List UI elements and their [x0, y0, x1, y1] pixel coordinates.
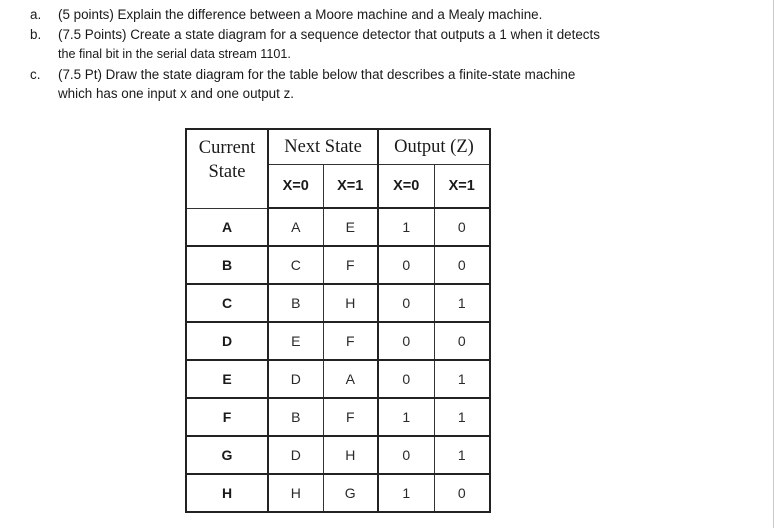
next-state-x1-cell: A: [323, 360, 378, 398]
output-x1-cell: 0: [434, 246, 490, 284]
subheader-next-x1: X=1: [323, 165, 378, 209]
next-state-x0-cell: A: [268, 208, 323, 246]
output-x0-cell: 0: [378, 436, 434, 474]
output-x1-cell: 0: [434, 208, 490, 246]
next-state-x0-cell: E: [268, 322, 323, 360]
header-next-state: Next State: [268, 129, 378, 165]
output-x0-cell: 0: [378, 322, 434, 360]
table-row: [186, 208, 490, 246]
next-state-x1-cell: H: [323, 436, 378, 474]
question-list: [30, 5, 730, 104]
question-a: [30, 5, 730, 25]
question-b-line-2: the final bit in the serial data stream 1101.: [58, 47, 291, 61]
table-header-row: [186, 129, 490, 165]
question-c-text: [58, 65, 730, 104]
output-x1-cell: 1: [434, 398, 490, 436]
next-state-x1-cell: G: [323, 474, 378, 512]
question-c: [30, 65, 730, 104]
output-x0-cell: 0: [378, 284, 434, 322]
subheader-output-x0: X=0: [378, 165, 434, 209]
table-row: [186, 284, 490, 322]
next-state-x0-cell: D: [268, 436, 323, 474]
next-state-x1-cell: F: [323, 322, 378, 360]
question-c-line-1: (7.5 Pt) Draw the state diagram for the table below that describes a finite-state machine: [58, 66, 576, 82]
table-row: [186, 322, 490, 360]
output-x1-cell: 1: [434, 284, 490, 322]
next-state-x1-cell: F: [323, 398, 378, 436]
subheader-output-x1: X=1: [434, 165, 490, 209]
state-cell: H: [186, 474, 268, 512]
state-cell: A: [186, 208, 268, 246]
question-a-text: [58, 5, 730, 25]
output-x0-cell: 1: [378, 474, 434, 512]
next-state-x0-cell: C: [268, 246, 323, 284]
output-x1-cell: 1: [434, 360, 490, 398]
output-x0-cell: 0: [378, 360, 434, 398]
state-cell: E: [186, 360, 268, 398]
output-x0-cell: 1: [378, 398, 434, 436]
header-state-label: State: [208, 162, 246, 182]
state-table-container: [185, 128, 491, 513]
next-state-x1-cell: E: [323, 208, 378, 246]
question-b: [30, 25, 730, 65]
question-a-line-1: (5 points) Explain the difference between a Moore machine and a Mealy machine.: [58, 7, 543, 22]
header-output: Output (Z): [378, 129, 490, 165]
next-state-x1-cell: H: [323, 284, 378, 322]
next-state-x1-cell: F: [323, 246, 378, 284]
table-row: [186, 246, 490, 284]
output-x0-cell: 1: [378, 208, 434, 246]
next-state-x0-cell: D: [268, 360, 323, 398]
state-cell: F: [186, 398, 268, 436]
state-cell: G: [186, 436, 268, 474]
next-state-x0-cell: B: [268, 398, 323, 436]
header-current-label: Current: [198, 138, 256, 158]
question-b-text: [58, 25, 730, 65]
question-c-line-2: which has one input x and one output z.: [58, 86, 294, 101]
next-state-x0-cell: B: [268, 284, 323, 322]
output-x1-cell: 0: [434, 474, 490, 512]
question-a-letter: a.: [30, 7, 42, 22]
table-row: [186, 436, 490, 474]
next-state-x0-cell: H: [268, 474, 323, 512]
table-row: [186, 474, 490, 512]
table-row: [186, 398, 490, 436]
state-cell: C: [186, 284, 268, 322]
state-table: [185, 128, 491, 513]
question-c-letter: c.: [30, 66, 41, 82]
question-b-letter: b.: [30, 26, 42, 42]
header-current-state: [186, 129, 268, 208]
table-row: [186, 360, 490, 398]
subheader-next-x0: X=0: [268, 165, 323, 209]
question-b-line-1: (7.5 Points) Create a state diagram for a sequence detector that outputs a 1 when it detects: [58, 26, 600, 42]
output-x0-cell: 0: [378, 246, 434, 284]
state-cell: B: [186, 246, 268, 284]
output-x1-cell: 0: [434, 322, 490, 360]
output-x1-cell: 1: [434, 436, 490, 474]
state-cell: D: [186, 322, 268, 360]
